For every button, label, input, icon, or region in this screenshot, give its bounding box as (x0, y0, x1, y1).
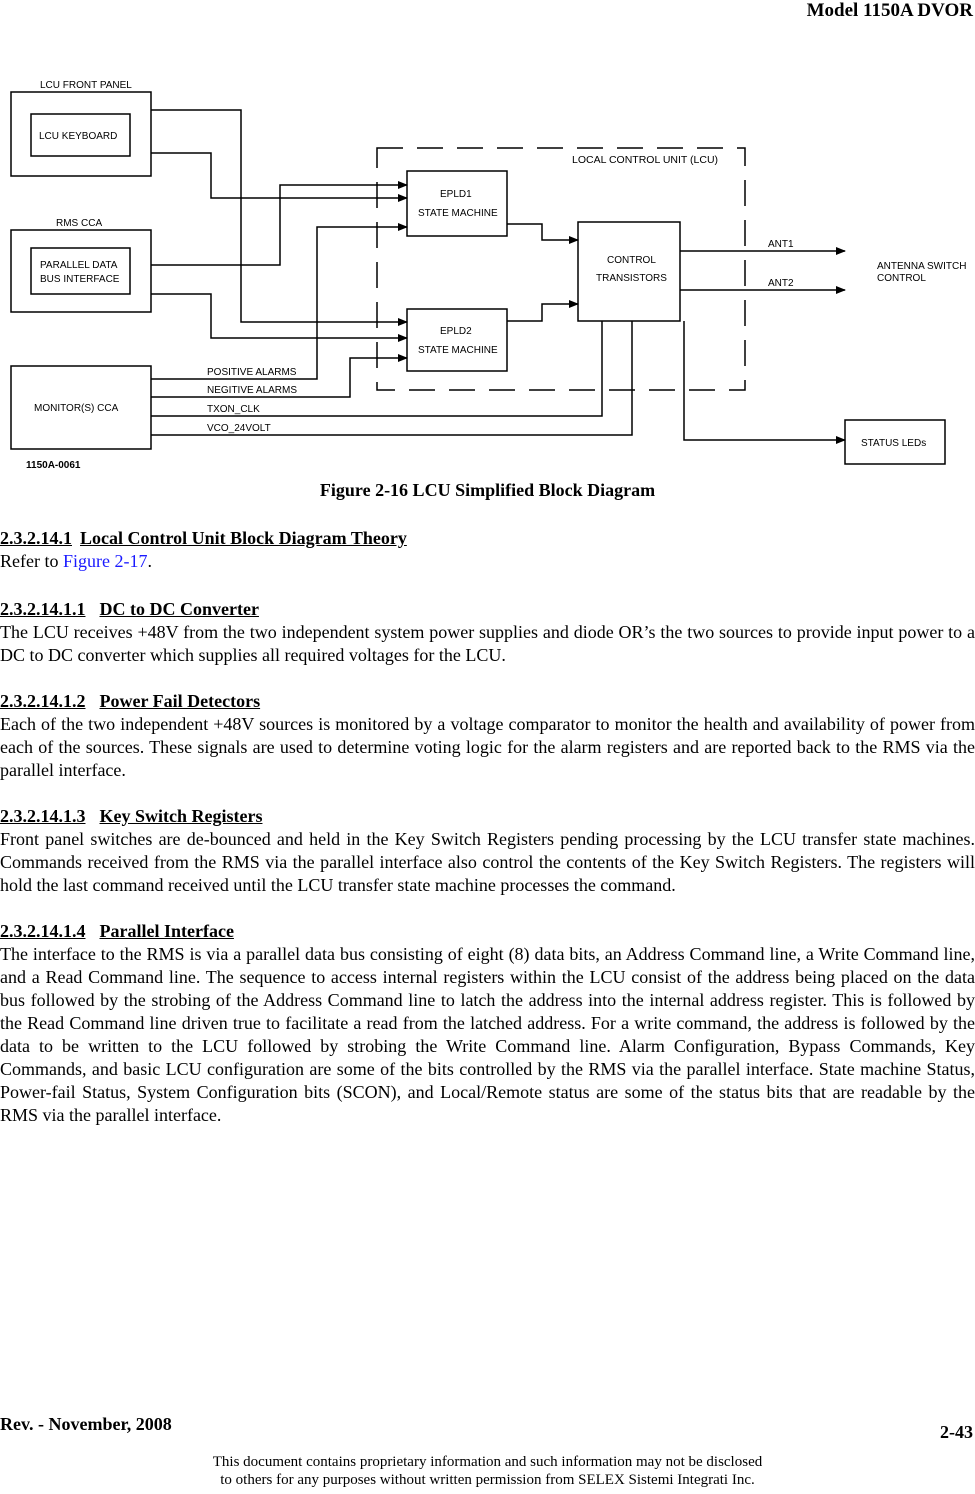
section-title: DC to DC Converter (99, 599, 259, 619)
figure-caption: Figure 2-16 LCU Simplified Block Diagram (319, 480, 656, 500)
negative-alarms-label: NEGITIVE ALARMS (207, 385, 298, 396)
page-number: 2-43 (940, 1422, 973, 1442)
section-heading-power-fail (0, 690, 975, 713)
section-number: 2.3.2.14.1.1 (0, 599, 86, 619)
ant2-label: ANT2 (768, 278, 794, 289)
parallel-data-label: PARALLEL DATA (40, 260, 118, 271)
control-transistors-box (578, 222, 680, 321)
power-fail-paragraph: Each of the two independent +48V sources is monitored by a voltage comparator to monitor the health and availability of power from each of the sources. These signals are used to determine voting logic for the alarm registers and are reported back to the RMS via the parallel interface. (0, 714, 975, 780)
parallel-interface-paragraph: The interface to the RMS is via a parallel data bus consisting of eight (8) data bits, an Address Command line, a Write Command line, and a Read Command line. The sequence to access internal registers within the LCU consist of the address being placed on the data bus followed by the strobing of the Address Command line to latch the address into the internal address register. This is followed by the Read Command line driven true to facilitate a read from the latched address. For a write command, the address is followed by the data to be written to the LCU followed by strobing the Write Command line. Alarm Configuration, Bypass Commands, Key Commands, and basic LCU configuration are some of the bits controlled by the RMS via the parallel interface. State machine Status, Power-fail Status, System Configuration bits (SCON), and Local/Remote status are some of the status bits that are readable by the RMS via the parallel interface. (0, 944, 975, 1125)
section-number: 2.3.2.14.1 (0, 528, 72, 548)
rms-cca-label: RMS CCA (56, 218, 103, 229)
bus-interface-label: BUS INTERFACE (40, 274, 120, 285)
section-title: Key Switch Registers (99, 806, 263, 826)
epld1-label: EPLD1 (440, 189, 472, 200)
epld1-state-machine-label: STATE MACHINE (418, 208, 498, 219)
section-heading-parallel-interface (0, 920, 975, 943)
dc-converter-paragraph: The LCU receives +48V from the two independent system power supplies and diode OR’s the two sources to provide input power to a DC to DC converter which supplies all required voltages for the LCU. (0, 622, 975, 665)
epld2-box (407, 309, 507, 371)
figure-2-17-link[interactable]: Figure 2-17 (62, 551, 148, 571)
notice-line-2: to others for any purposes without written permission from SELEX Sistemi Integrati Inc. (220, 1472, 755, 1488)
section-title: Local Control Unit Block Diagram Theory (80, 528, 407, 548)
drawing-id-label: 1150A-0061 (26, 460, 81, 471)
lcu-front-panel-label: LCU FRONT PANEL (40, 80, 132, 91)
section-number: 2.3.2.14.1.2 (0, 691, 86, 711)
refer-paragraph (0, 550, 975, 573)
refer-suffix: . (147, 551, 152, 571)
refer-prefix: Refer to (0, 551, 63, 571)
section-number: 2.3.2.14.1.4 (0, 921, 86, 941)
main-content (0, 527, 975, 1150)
key-switch-paragraph: Front panel switches are de-bounced and held in the Key Switch Registers pending processing by the LCU transfer state machines. Commands received from the RMS via the parallel interface also control the contents of the Key Switch Registers. The registers will hold the last command received until the LCU transfer state machine processes the command. (0, 829, 975, 895)
lcu-keyboard-label: LCU KEYBOARD (39, 131, 118, 142)
control-label: CONTROL (607, 255, 656, 266)
section-title: Parallel Interface (99, 921, 234, 941)
document-model-header: Model 1150A DVOR (806, 0, 973, 21)
antenna-control-label: CONTROL (877, 273, 926, 284)
epld2-label: EPLD2 (440, 326, 472, 337)
epld1-box (407, 171, 507, 236)
parallel-data-bus-box (31, 248, 130, 294)
lcu-title-label: LOCAL CONTROL UNIT (LCU) (572, 154, 719, 166)
section-title: Power Fail Detectors (99, 691, 261, 711)
lcu-block-diagram (0, 70, 975, 475)
epld2-state-machine-label: STATE MACHINE (418, 345, 498, 356)
vco-24volt-label: VCO_24VOLT (207, 423, 271, 434)
antenna-switch-label: ANTENNA SWITCH (877, 261, 967, 272)
status-leds-label: STATUS LEDs (861, 438, 927, 449)
section-heading-dc-converter (0, 598, 975, 621)
positive-alarms-label: POSITIVE ALARMS (207, 367, 297, 378)
ant1-label: ANT1 (768, 239, 794, 250)
txon-clk-label: TXON_CLK (207, 404, 260, 415)
monitor-cca-label: MONITOR(S) CCA (34, 403, 119, 414)
revision-date: Rev. - November, 2008 (0, 1414, 172, 1434)
section-heading-local-control-unit (0, 527, 975, 550)
notice-line-1: This document contains proprietary information and such information may not be disclosed (212, 1454, 763, 1470)
section-number: 2.3.2.14.1.3 (0, 806, 86, 826)
section-heading-key-switch (0, 805, 975, 828)
proprietary-notice (0, 1453, 975, 1489)
transistors-label: TRANSISTORS (596, 273, 667, 284)
